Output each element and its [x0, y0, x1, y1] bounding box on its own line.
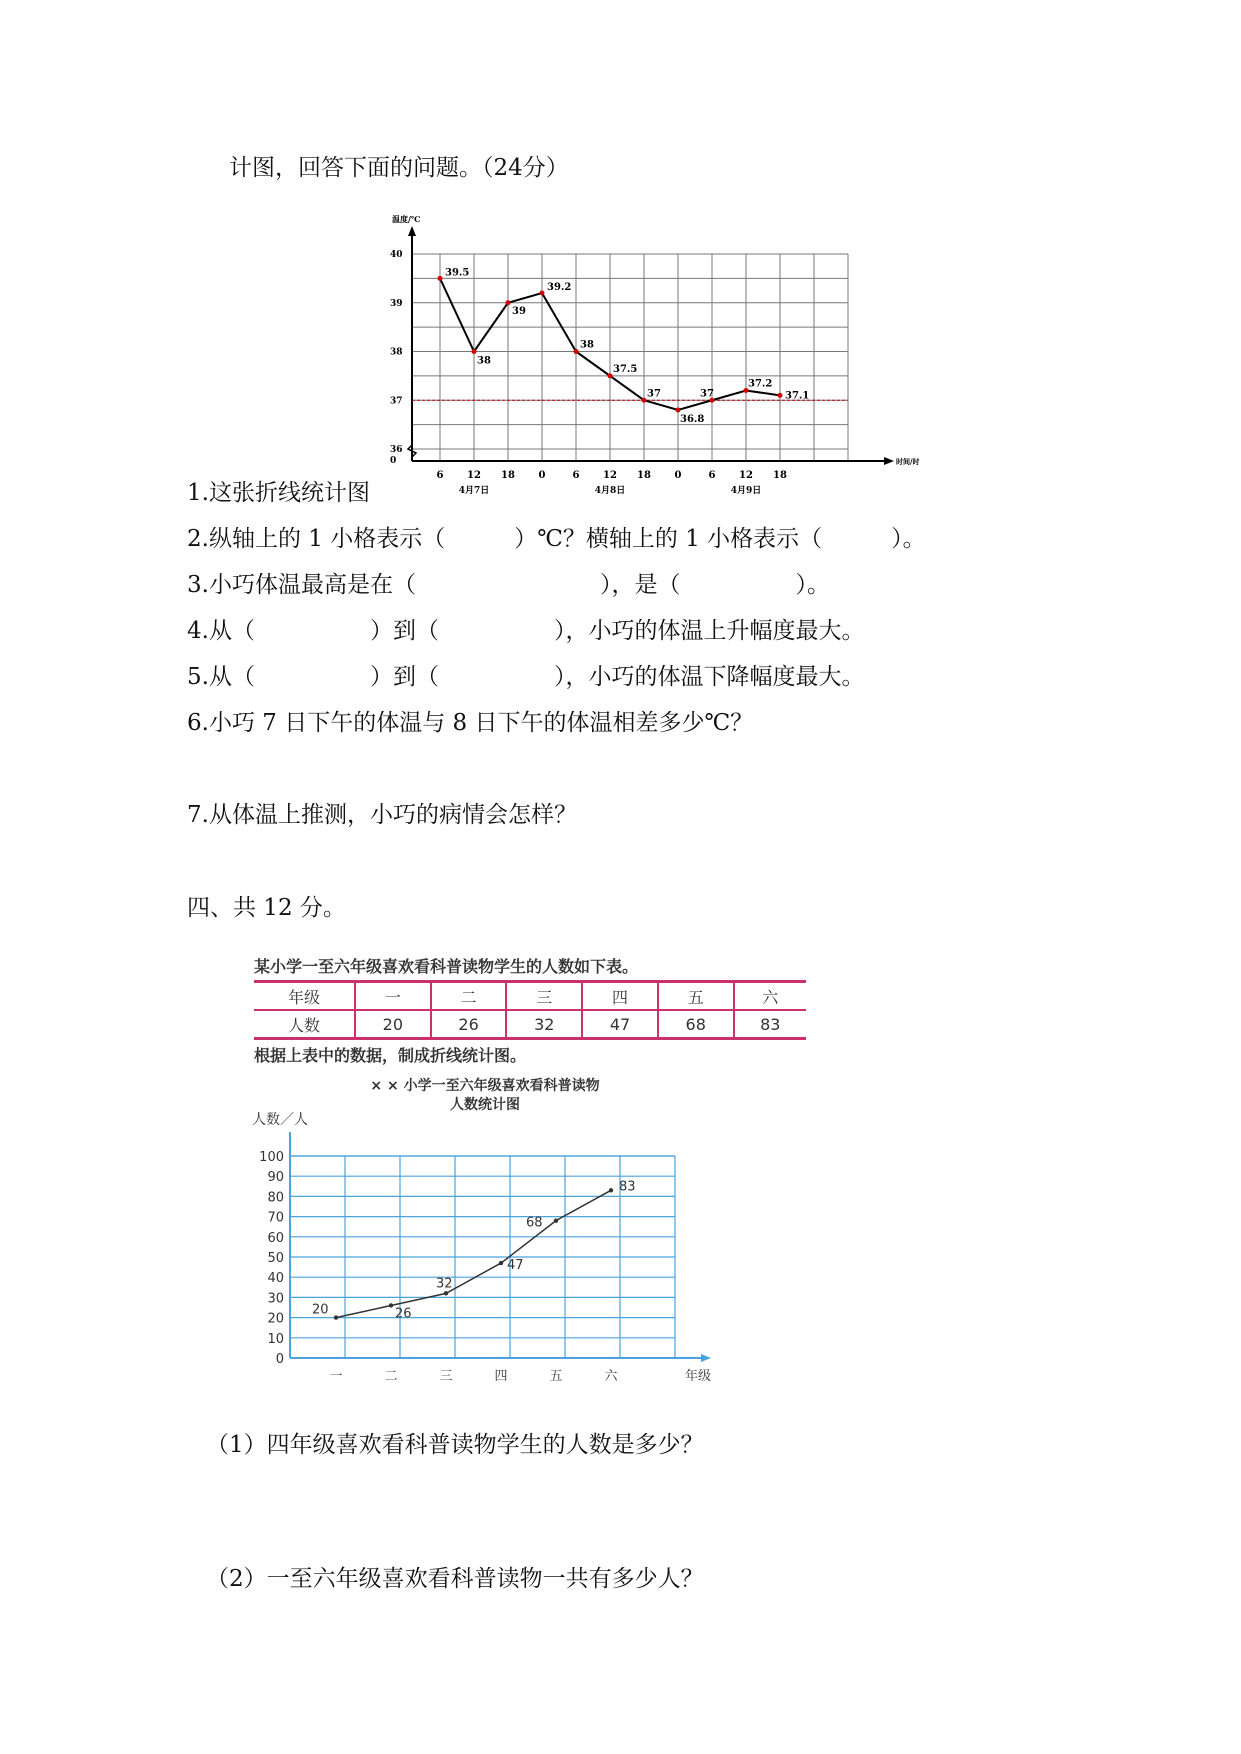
y-tick-label: 70 — [267, 1210, 284, 1226]
y-tick-label: 36 — [390, 445, 403, 455]
data-point — [676, 408, 681, 413]
question-6: 6.小巧 7 日下午的体温与 8 日下午的体温相差多少℃？ — [187, 710, 754, 736]
data-label: 83 — [619, 1179, 636, 1195]
y-tick-label: 0 — [275, 1352, 284, 1367]
data-label: 39 — [512, 305, 526, 317]
day-label: 4月9日 — [730, 486, 762, 496]
x-tick-label: 二 — [384, 1369, 398, 1384]
table-cell: 68 — [658, 1010, 734, 1039]
x-tick-label: 12 — [739, 470, 753, 481]
x-tick-label: 6 — [436, 470, 444, 481]
table-note: 根据上表中的数据，制成折线统计图。 — [254, 1046, 527, 1065]
data-label: 37.5 — [613, 363, 638, 375]
sub-question-1: （1）四年级喜欢看科普读物学生的人数是多少？ — [206, 1432, 704, 1458]
x-axis-arrow — [701, 1354, 711, 1362]
table-cell: 二 — [431, 982, 507, 1011]
y-tick-label: 40 — [267, 1271, 284, 1287]
table-cell: 三 — [506, 982, 582, 1011]
x-tick-label: 18 — [773, 470, 787, 481]
data-point — [642, 398, 647, 403]
data-label: 20 — [312, 1302, 329, 1318]
y-tick-label: 38 — [390, 347, 403, 358]
data-label: 38 — [580, 339, 594, 351]
x-tick-label: 四 — [494, 1369, 508, 1384]
x-tick-label: 一 — [329, 1369, 343, 1384]
data-label: 39.2 — [547, 282, 572, 293]
data-label: 36.8 — [680, 414, 705, 425]
data-point — [609, 1188, 613, 1192]
x-axis-arrow — [884, 457, 894, 465]
y-tick-label: 90 — [267, 1170, 284, 1186]
question-5: 5.从（ ）到（ ），小巧的体温下降幅度最大。 — [187, 664, 865, 690]
table-cell: 20 — [355, 1010, 431, 1039]
table-header-row — [254, 982, 806, 1011]
table-cell: 五 — [658, 982, 734, 1011]
data-label: 39.5 — [445, 267, 470, 279]
chart-title: × × 小学一至六年级喜欢看科普读物 — [370, 1078, 600, 1094]
data-point — [778, 393, 783, 398]
intro-text: 计图，回答下面的问题。（24分） — [229, 155, 569, 181]
x-tick-label: 五 — [549, 1369, 563, 1384]
x-tick-label: 12 — [603, 470, 617, 481]
data-label: 26 — [395, 1306, 412, 1322]
y-tick-label: 20 — [267, 1311, 284, 1327]
data-point — [506, 300, 511, 305]
data-point — [444, 1291, 448, 1295]
question-7: 7.从体温上推测，小巧的病情会怎样？ — [187, 802, 577, 828]
y-tick-label: 30 — [267, 1291, 284, 1307]
chart-subtitle: 人数统计图 — [450, 1097, 520, 1113]
x-tick-label: 三 — [439, 1369, 453, 1384]
data-label: 32 — [436, 1276, 453, 1292]
table-cell: 32 — [506, 1010, 582, 1039]
x-axis-title: 时间/时 — [896, 457, 920, 466]
reader-count-table — [254, 980, 806, 1040]
readers-line — [336, 1190, 611, 1317]
x-tick-label: 18 — [501, 470, 515, 481]
table-cell: 人数 — [254, 1010, 355, 1039]
x-tick-label: 0 — [674, 470, 682, 481]
x-tick-label: 18 — [637, 470, 651, 481]
y-tick-label: 0 — [390, 456, 397, 466]
y-tick-label: 40 — [390, 250, 403, 260]
y-axis-arrow — [408, 226, 416, 236]
temperature-line-chart — [374, 208, 920, 508]
table-caption: 某小学一至六年级喜欢看科普读物学生的人数如下表。 — [254, 957, 639, 976]
data-point — [608, 373, 613, 378]
data-label: 37 — [700, 388, 714, 400]
sub-question-2: （2）一至六年级喜欢看科普读物一共有多少人？ — [206, 1566, 704, 1592]
y-tick-label: 39 — [390, 298, 403, 309]
data-point — [574, 349, 579, 354]
y-tick-label: 100 — [259, 1150, 284, 1165]
y-tick-label: 37 — [390, 396, 403, 407]
data-label: 37 — [647, 388, 661, 400]
data-point — [334, 1315, 338, 1319]
data-point — [540, 291, 545, 296]
table-cell: 26 — [431, 1010, 507, 1039]
data-point — [472, 349, 477, 354]
readers-line-chart — [250, 1072, 720, 1384]
data-label: 38 — [477, 355, 491, 367]
table-cell: 一 — [355, 982, 431, 1011]
data-label: 47 — [507, 1258, 524, 1274]
x-tick-label: 6 — [572, 470, 580, 481]
question-1: 1.这张折线统计图 — [187, 480, 370, 506]
day-label: 4月7日 — [458, 486, 490, 496]
day-label: 4月8日 — [594, 486, 626, 496]
question-2: 2.纵轴上的 1 小格表示（ ）℃？横轴上的 1 小格表示（ ）。 — [187, 526, 926, 552]
y-tick-label: 50 — [267, 1251, 284, 1266]
question-4: 4.从（ ）到（ ），小巧的体温上升幅度最大。 — [187, 618, 865, 644]
data-point — [499, 1261, 503, 1265]
data-point — [554, 1218, 558, 1222]
table-cell: 六 — [734, 982, 806, 1011]
table-cell: 四 — [582, 982, 658, 1011]
data-label: 68 — [526, 1215, 543, 1231]
table-cell: 47 — [582, 1010, 658, 1039]
data-point — [438, 276, 443, 281]
x-axis-title: 年级 — [685, 1369, 712, 1384]
x-tick-label: 0 — [538, 470, 546, 481]
y-tick-label: 10 — [267, 1331, 284, 1347]
y-tick-label: 60 — [267, 1230, 284, 1246]
data-label: 37.1 — [785, 390, 810, 402]
x-tick-label: 六 — [604, 1369, 618, 1384]
question-3: 3.小巧体温最高是在（ ），是（ ）。 — [187, 572, 830, 598]
x-tick-label: 12 — [467, 470, 481, 481]
data-label: 37.2 — [748, 378, 773, 390]
x-tick-label: 6 — [708, 470, 716, 481]
section-4-heading: 四、共 12 分。 — [187, 895, 346, 921]
y-axis-title: 温度/℃ — [392, 214, 421, 224]
y-tick-label: 80 — [267, 1190, 284, 1206]
data-point — [389, 1303, 393, 1307]
table-cell: 83 — [734, 1010, 806, 1039]
table-cell: 年级 — [254, 982, 355, 1011]
table-row — [254, 1010, 806, 1039]
y-axis-title: 人数／人 — [252, 1112, 308, 1128]
